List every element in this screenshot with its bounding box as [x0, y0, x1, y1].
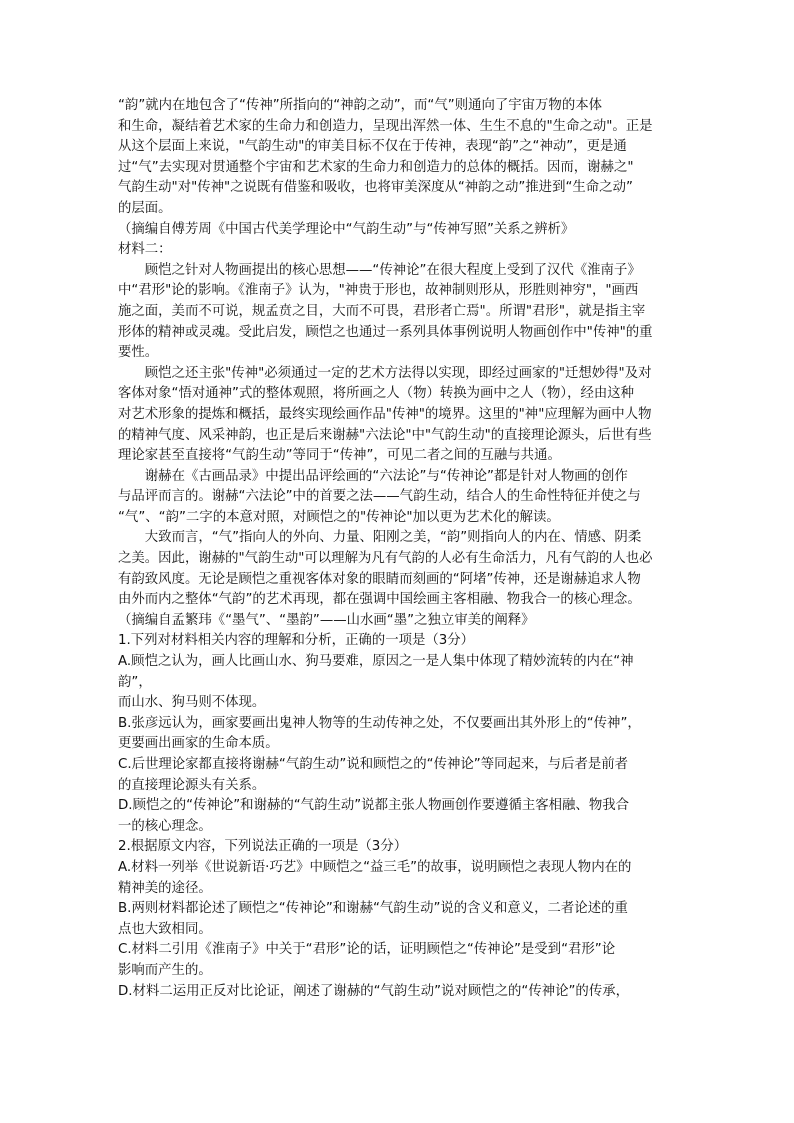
text-line: “气”、“韵”二字的本意对照，对顾恺之的"传神论"加以更为艺术化的解读。: [118, 509, 560, 525]
text-line: 理论家甚至直接将“气韵生动”等同于“传神”，可见二者之间的互融与共通。: [118, 448, 561, 464]
text-line: 中“君形"论的影响。《淮南子》认为，"神贵于形也，故神制则形从，形胜则神穷"，"画西: [118, 283, 639, 299]
text-line: 顾恺之针对人物画提出的核心思想——“传神论”在很大程度上受到了汉代《淮南子》: [144, 262, 641, 278]
intro-paragraph: [118, 96, 678, 220]
text-line: A.材料一列举《世说新语·巧艺》中顾恺之“益三毛”的故事，说明顾恺之表现人物内在的: [118, 859, 632, 875]
text-line: 的直接理论源头有关系。: [118, 777, 266, 793]
text-line: B.张彦远认为，画家要画出鬼神人物等的生动传神之处，不仅要画出其外形上的“传神”，: [118, 715, 641, 731]
text-line: 气韵生动"对"传神"之说既有借鉴和吸收，也将审美深度从“神韵之动”推进到“生命之动”: [118, 180, 633, 196]
text-line: A.顾恺之认为，画人比画山水、狗马要难，原因之一是人集中体现了精妙流转的内在“神: [118, 654, 634, 670]
material-2-paragraph-3: [118, 467, 678, 529]
text-line: 更要画出画家的生命本质。: [118, 736, 279, 752]
text-line: 对艺术形象的提炼和概括，最终实现绘画作品"传神"的境界。这里的"神"应理解为画中人物: [118, 406, 652, 422]
text-line: 客体对象“悟对通神”式的整体观照，将所画之人（物）转换为画中之人（物），经由这种: [118, 386, 635, 402]
option-a: [118, 652, 678, 714]
option-b: [118, 714, 678, 755]
text-line: 和生命，凝结着艺术家的生命力和创造力，呈现出浑然一体、生生不息的"生命之动"。正是: [118, 118, 653, 134]
material-2-paragraph-4: [118, 528, 678, 610]
text-line: 形体的精神或灵魂。受此启发，顾恺之也通过一系列具体事例说明人物画创作中"传神"的重: [118, 324, 653, 340]
option-d: [118, 982, 678, 1003]
text-line: 大致而言，“气”指向人的外向、力量、阳刚之美，“韵”则指向人的内在、情感、阴柔: [144, 530, 642, 546]
material-2-paragraph-1: [118, 261, 678, 364]
text-line: 的层面。: [118, 200, 172, 216]
text-line: D.顾恺之的“传神论”和谢赫的“气韵生动”说都主张人物画创作要遵循主客相融、物我合: [118, 798, 629, 814]
source-citation-1: （摘编自傅芳周《中国古代美学理论中“气韵生动”与“传神写照”关系之辨析》: [118, 221, 575, 237]
text-line: 的精神气度、风采神韵，也正是后来谢赫"六法论"中"气韵生动"的直接理论源头，后世有些: [118, 427, 652, 443]
text-line: 过“气”去实现对贯通整个宇宙和艺术家的生命力和创造力的总体的概括。因而，谢赫之": [118, 159, 634, 175]
option-a: [118, 858, 678, 899]
text-line: “韵”就内在地包含了“传神”所指向的“神韵之动”，而“气”则通向了宇宙万物的本体: [118, 98, 602, 113]
option-b: [118, 899, 678, 940]
option-d: [118, 796, 678, 837]
text-line: 施之面，美而不可说，规孟贲之目，大而不可畏，君形者亡焉"。所谓"君形"，就是指主宰: [118, 303, 646, 319]
text-line: 韵”，: [118, 674, 152, 690]
text-line: 谢赫在《古画品录》中提出品评绘画的“六法论”与“传神论”都是针对人物画的创作: [144, 468, 628, 484]
text-line: 有韵致风度。无论是顾恺之重视客体对象的眼睛而刻画的“阿堵”传神，还是谢赫追求人物: [118, 571, 641, 587]
question-2: [118, 837, 678, 1002]
text-line: B.两则材料都论述了顾恺之“传神论”和谢赫“气韵生动”说的含义和意义，二者论述的重: [118, 901, 628, 917]
option-c: [118, 755, 678, 796]
option-c: [118, 940, 678, 981]
question-1: [118, 631, 678, 837]
text-line: 要性。: [118, 345, 159, 361]
text-line: 之美。因此，谢赫的"气韵生动"可以理解为凡有气韵的人必有生命活力，凡有气韵的人也必: [118, 551, 653, 567]
text-line: D.材料二运用正反对比论证，阐述了谢赫的“气韵生动”说对顾恺之的“传神论”的传承，: [118, 983, 629, 999]
text-line: C.后世理论家都直接将谢赫“气韵生动”说和顾恺之的“传神论”等同起来，与后者是前者: [118, 757, 629, 772]
text-line: 精神美的途径。: [118, 880, 212, 896]
question-stem: 1.下列对材料相关内容的理解和分析，正确的一项是（3分）: [118, 633, 475, 649]
text-line: 由外而内之整体“气韵”的艺术再现，都在强调中国绘画主客相融、物我合一的核心理念。: [118, 592, 641, 608]
text-line: 点也大致相同。: [118, 921, 212, 937]
text-line: 顾恺之还主张"传神"必须通过一定的艺术方法得以实现，即经过画家的"迁想妙得"及对: [144, 365, 652, 381]
text-line: 影响而产生的。: [118, 962, 212, 978]
text-line: 而山水、狗马则不体现。: [118, 695, 266, 711]
material-2-title: 材料二：: [118, 242, 172, 258]
text-line: 从这个层面上来说，"气韵生动"的审美目标不仅在于传神，表现“韵”之“神动”，更是通: [118, 139, 627, 155]
exam-page: [118, 96, 678, 1002]
question-stem: 2.根据原文内容，下列说法正确的一项是（3分）: [118, 839, 408, 855]
material-2-paragraph-2: [118, 364, 678, 467]
text-line: 一的核心理念。: [118, 818, 212, 834]
source-citation-2: （摘编自孟繁玮《“墨气”、“墨韵”——山水画“墨”之独立审美的阐释》: [118, 612, 535, 628]
text-line: 与品评而言的。谢赫“六法论”中的首要之法——气韵生动，结合人的生命性特征并使之与: [118, 489, 641, 505]
text-line: C.材料二引用《淮南子》中关于“君形”论的话，证明顾恺之“传神论”是受到“君形”论: [118, 942, 616, 958]
